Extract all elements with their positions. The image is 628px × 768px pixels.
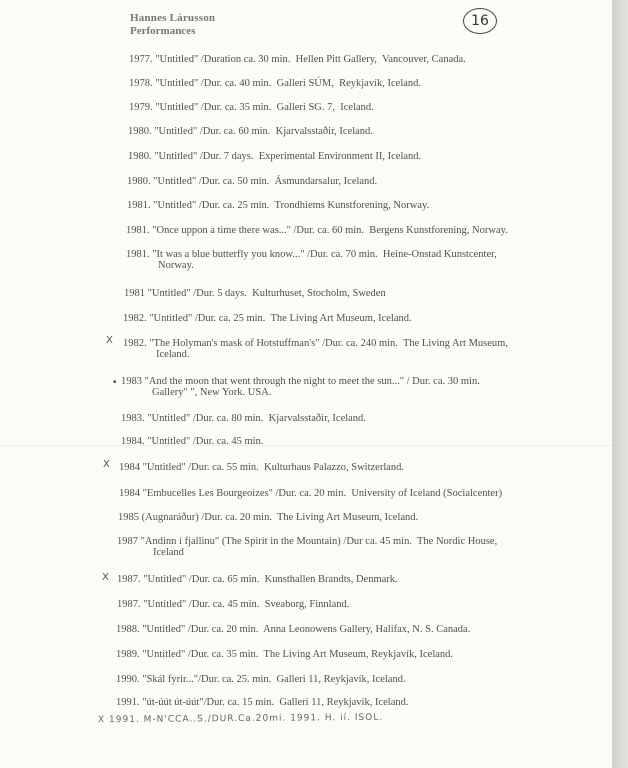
entry-year: 1984. <box>121 436 145 447</box>
entry-text: "The Holyman's mask of Hotstuffman's" /Dur. ca. 240 min. The Living Art Museum, <box>149 338 508 349</box>
margin-mark-x: X <box>103 459 110 470</box>
margin-mark-x: X <box>102 572 109 583</box>
margin-mark-dot: . <box>112 371 118 387</box>
list-item <box>121 436 263 447</box>
document-header <box>130 12 215 38</box>
artist-name: Hannes Lárusson <box>130 12 216 24</box>
list-item <box>117 536 497 558</box>
entry-year: 1988. <box>116 624 140 635</box>
entry-year: 1983 <box>121 376 142 387</box>
entry-text-continued: Iceland. <box>156 349 190 360</box>
entry-text: "Untitled" /Dur. ca. 60 min. Kjarvalsstaðir, Iceland. <box>154 126 373 137</box>
list-item <box>121 376 480 398</box>
list-item <box>116 649 453 660</box>
entry-year: 1990. <box>116 674 140 685</box>
entry-year: 1984 <box>119 488 140 499</box>
entry-text: "And the moon that went through the night to meet the sun..." / Dur. ca. 30 min. <box>144 376 480 387</box>
entry-year: 1980. <box>128 151 152 162</box>
entry-text: "Andinn í fjallinu" (The Spirit in the Mountain) /Dur ca. 45 min. The Nordic House, <box>140 536 498 547</box>
entry-year: 1979. <box>129 102 153 113</box>
entry-text: "Skál fyrir..."/Dur. ca. 25. min. Galleri 11, Reykjavík, Iceland. <box>142 674 406 685</box>
list-item <box>119 462 404 473</box>
entry-year: 1987. <box>117 574 141 585</box>
entry-text: "Untitled" /Dur. ca. 55 min. Kulturhaus Palazzo, Switzerland. <box>142 462 405 473</box>
list-item <box>119 488 502 499</box>
list-item <box>118 512 418 523</box>
entry-text-continued: Gallery" ", New York. USA. <box>152 387 272 398</box>
list-item <box>116 674 406 685</box>
entry-year: 1981. <box>126 225 150 236</box>
entry-text: "Untitled" /Dur. 5 days. Kulturhuset, Stocholm, Sweden <box>147 288 386 299</box>
list-item <box>116 624 470 635</box>
list-item <box>126 249 497 271</box>
entry-text: "Untitled" /Dur. ca. 40 min. Galleri SÚM, Reykjavík, Iceland. <box>155 78 422 89</box>
list-item <box>129 54 466 65</box>
entry-text-continued: Norway. <box>158 260 194 271</box>
entry-text: "Untitled" /Dur. ca. 45 min. <box>147 436 264 447</box>
entry-year: 1987 <box>117 536 138 547</box>
list-item <box>123 313 412 324</box>
entry-year: 1991. <box>116 697 140 708</box>
document-subtitle: Performances <box>130 25 196 37</box>
entry-year: 1980. <box>128 126 152 137</box>
entry-year: 1981 <box>124 288 145 299</box>
list-item <box>123 338 508 360</box>
entry-text: (Augnaráður) /Dur. ca. 20 min. The Living Art Museum, Iceland. <box>141 512 419 523</box>
list-item <box>124 288 386 299</box>
entry-year: 1981. <box>126 249 150 260</box>
list-item <box>128 151 421 162</box>
entry-text: "Untitled" /Dur. ca. 35 min. The Living Art Museum, Reykjavík, Iceland. <box>142 649 454 660</box>
entry-text: "Untitled" /Dur. ca. 65 min. Kunsthallen Brandts, Denmark. <box>143 574 398 585</box>
page-edge-background <box>612 0 628 768</box>
entry-year: 1982. <box>123 313 147 324</box>
list-item <box>127 200 429 211</box>
list-item <box>117 574 398 585</box>
entry-text: "Once uppon a time there was..." /Dur. ca. 60 min. Bergens Kunstforening, Norway. <box>152 225 508 236</box>
entry-text: "Untitled" /Dur. ca. 50 min. Ásmundarsalur, Iceland. <box>153 176 378 187</box>
entry-text: "Untitled" /Dur. ca. 45 min. Sveaborg, Finnland. <box>143 599 350 610</box>
entry-text: "Untitled" /Duration ca. 30 min. Hellen Pitt Gallery, Vancouver, Canada. <box>155 54 466 65</box>
entry-text: "Untitled" /Dur. ca. 25 min. Trondhiems Kunstforening, Norway. <box>153 200 430 211</box>
entry-text: "Untitled" /Dur. ca. 20 min. Anna Leonowens Gallery, Halifax, N. S. Canada. <box>142 624 471 635</box>
list-item <box>129 102 374 113</box>
circled-page-number: 16 <box>463 8 497 34</box>
entry-year: 1977. <box>129 54 153 65</box>
entry-year: 1984 <box>119 462 140 473</box>
entry-year: 1978. <box>129 78 153 89</box>
entry-text: "Untitled" /Dur. ca. 25 min. The Living Art Museum, Iceland. <box>149 313 412 324</box>
list-item <box>116 697 409 708</box>
entry-text: "Untitled" /Dur. 7 days. Experimental Environment II, Iceland. <box>154 151 422 162</box>
entry-year: 1982. <box>123 338 147 349</box>
entry-text: "Untitled" /Dur. ca. 80 min. Kjarvalsstaðir, Iceland. <box>147 413 366 424</box>
entry-year: 1989. <box>116 649 140 660</box>
entry-year: 1987. <box>117 599 141 610</box>
handwritten-annotation: X 1991. M-N'CCA..S./DUR.Ca.20mi. 1991. H. ií. ISOL. <box>97 712 384 726</box>
list-item <box>126 225 508 236</box>
entry-year: 1985 <box>118 512 139 523</box>
entry-year: 1983. <box>121 413 145 424</box>
entry-text: "Embucelles Les Bourgeoizes" /Dur. ca. 20 min. University of Iceland (Socialcenter) <box>142 488 503 499</box>
list-item <box>127 176 377 187</box>
list-item <box>129 78 421 89</box>
entry-text: "út-úút út-úút"/Dur. ca. 15 min. Galleri 11, Reykjavík, Iceland. <box>142 697 409 708</box>
page-fold-line <box>0 445 612 446</box>
entry-text: "It was a blue butterfly you know..." /Dur. ca. 70 min. Heine-Onstad Kunstcenter, <box>152 249 497 260</box>
entry-text-continued: Iceland <box>153 547 184 558</box>
entry-year: 1981. <box>127 200 151 211</box>
list-item <box>128 126 373 137</box>
entry-text: "Untitled" /Dur. ca. 35 min. Galleri SG. 7, Iceland. <box>155 102 374 113</box>
margin-mark-x: X <box>106 335 113 346</box>
list-item <box>121 413 366 424</box>
entry-year: 1980. <box>127 176 151 187</box>
list-item <box>117 599 349 610</box>
